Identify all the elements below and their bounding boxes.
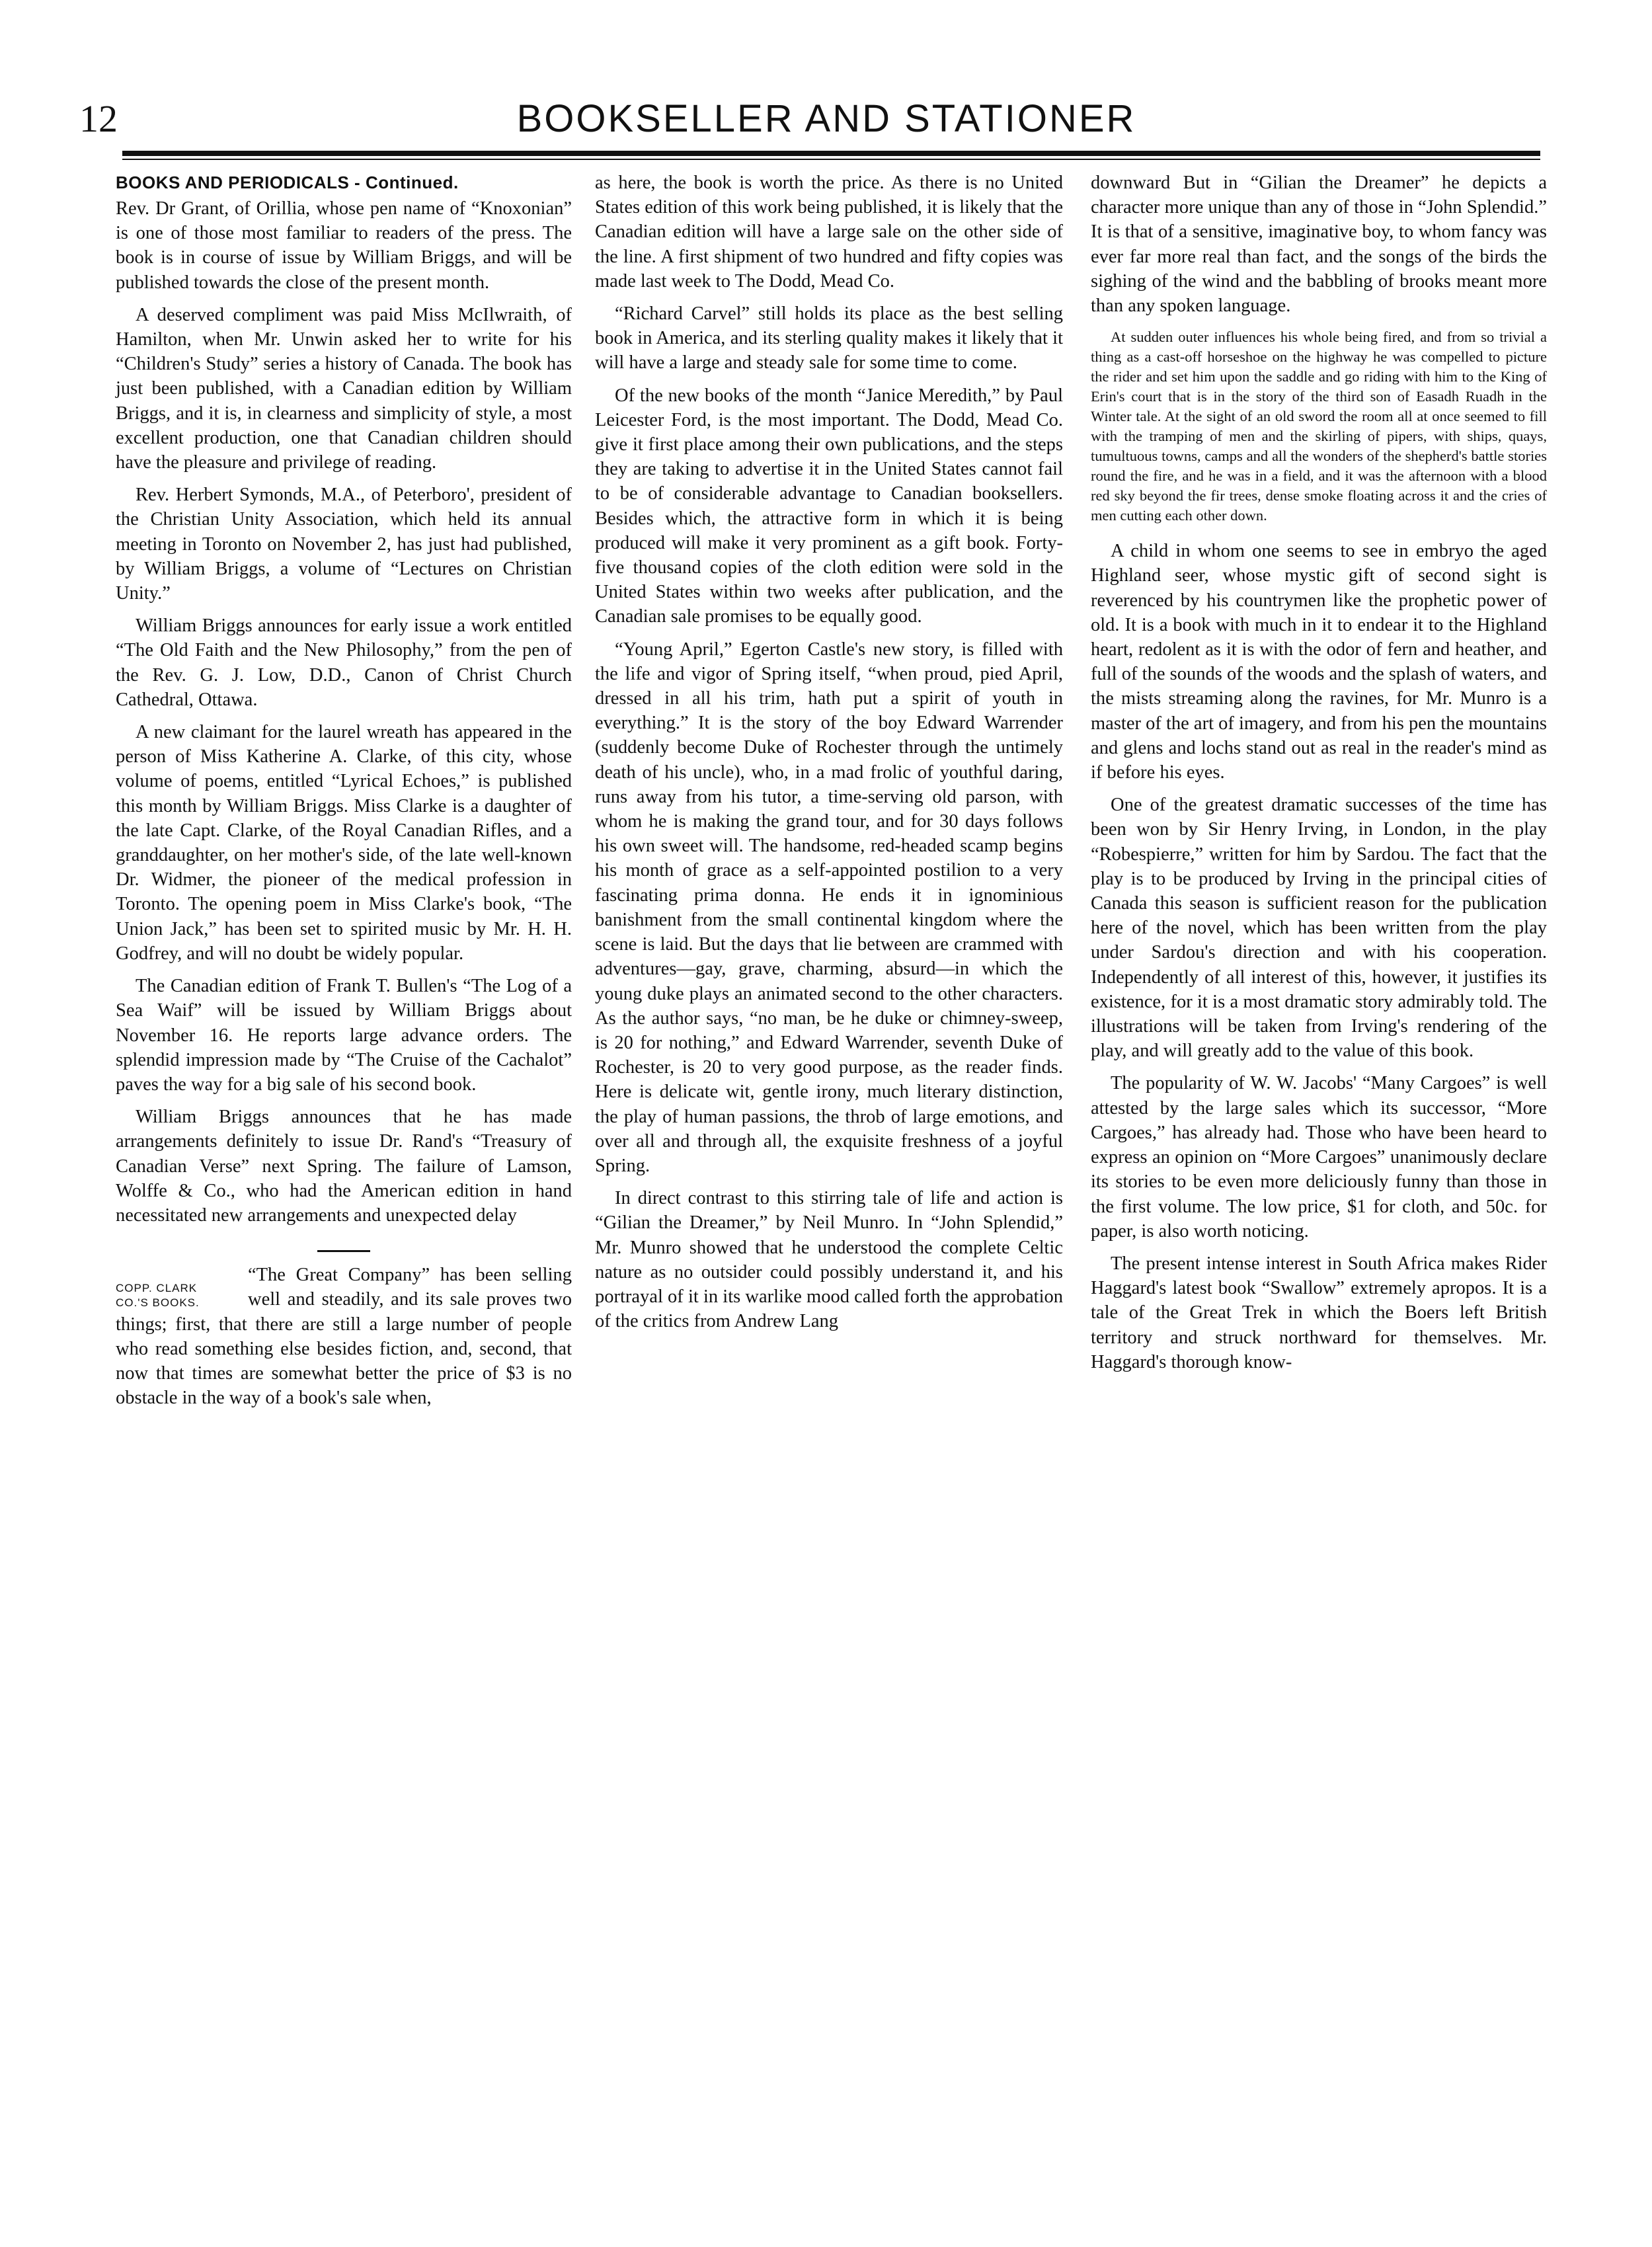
- section-divider: [317, 1250, 370, 1252]
- paragraph: Of the new books of the month “Janice Meredith,” by Paul Leicester Ford, is the most important. The Dodd, Mead Co. give it first place among their own publications, and the steps they are taking to advertise it in the United States cannot fail to be of considerable advantage to Canadian booksellers. Besides which, the attractive form in which it is being produced will make it very prominent as a gift book. Forty-five thousand copies of the cloth edition were sold in the United States within two weeks after publication, and the Canadian sale promises to be equally good.: [595, 385, 1063, 627]
- column-3: [1091, 171, 1547, 1382]
- side-note-line: COPP. CLARK: [116, 1282, 198, 1295]
- paragraph: William Briggs announces that he has made arrangements definitely to issue Dr. Rand's “Treasury of Canadian Verse” next Spring. The failure of Lamson, Wolffe & Co., who had the American edition in hand necessitated new arrangements and unexpected delay: [116, 1107, 572, 1226]
- column-2: [595, 171, 1063, 1341]
- paragraph: William Briggs announces for early issue a work entitled “The Old Faith and the New Philosophy,” from the pen of the Rev. G. J. Low, D.D., Canon of Christ Church Cathedral, Ottawa.: [116, 615, 572, 710]
- side-note-line: CO.'S BOOKS.: [116, 1296, 200, 1310]
- paragraph: A deserved compliment was paid Miss McIlwraith, of Hamilton, when Mr. Unwin asked her to write for his “Children's Study” series a history of Canada. The book has just been published, with a Canadian edition by William Briggs, and it is, in clearness and simplicity of style, a most excellent production, one that Canadian children should have the pleasure and privilege of reading.: [116, 304, 572, 473]
- header-rule-thick: [122, 151, 1540, 156]
- paragraph: A child in whom one seems to see in embryo the aged Highland seer, whose mystic gift of second sight is reverenced by his countrymen like the prophetic power of old. It is a book with much in it to endear it to the Highland heart, redolent as it is with the odor of fern and heather, and full of the sounds of the woods and the splash of waters, and the mists streaming along the ravines, for Mr. Munro is a master of the art of imagery, and from his pen the mountains and glens and lochs stand out as real in the reader's mind as if before his eyes.: [1091, 541, 1547, 783]
- paragraph: Rev. Dr Grant, of Orillia, whose pen name of “Knoxonian” is one of those most familiar to readers of the press. The book is in course of issue by William Briggs, and will be published towards the close of the present month.: [116, 198, 572, 293]
- paragraph: “Richard Carvel” still holds its place as the best selling book in America, and its sterling quality makes it likely that it will have a large and steady sale for some time to come.: [595, 303, 1063, 374]
- page-number: 12: [79, 97, 118, 140]
- running-head-title: BOOKSELLER AND STATIONER: [516, 97, 1136, 140]
- section-heading: BOOKS AND PERIODICALS - Continued.: [116, 173, 459, 192]
- paragraph: “The Great Company” has been selling well and steadily, and its sale proves two things; first, that there are still a large number of people who read something else besides fiction, and, second, that now that times are somewhat better the price of $3 is no obstacle in the way of a book's sale when,: [116, 1265, 572, 1409]
- paragraph: downward But in “Gilian the Dreamer” he depicts a character more unique than any of those in “John Splendid.” It is that of a sensitive, imaginative boy, to whom fancy was ever far more real than fact, and the songs of the birds the sighing of the wind and the babbling of brooks meant more than any spoken language.: [1091, 173, 1547, 317]
- paragraph: The popularity of W. W. Jacobs' “Many Cargoes” is well attested by the large sales which its successor, “More Cargoes,” has already had. Those who have been heard to express an opinion on “More Cargoes” unanimously declare its stories to be even more deliciously funny than those in the first volume. The low price, $1 for cloth, and 50c. for paper, is also worth noticing.: [1091, 1073, 1547, 1242]
- paragraph: The present intense interest in South Africa makes Rider Haggard's latest book “Swallow” extremely apropos. It is a tale of the Great Trek in which the Boers left British territory and struck northward for themselves. Mr. Haggard's thorough know-: [1091, 1253, 1547, 1372]
- paragraph: One of the greatest dramatic successes of the time has been won by Sir Henry Irving, in London, in the play “Robespierre,” written for him by Sardou. The fact that the play is to be produced by Irving in the principal cities of Canada this season is sufficient reason for the publication here of the novel, which has been written from the play under Sardou's direction and with his cooperation. Independently of all interest of this, however, it justifies its existence, for it is a most dramatic story admirably told. The illustrations will be taken from Irving's rendering of the play, and will greatly add to the value of this book.: [1091, 795, 1547, 1062]
- paragraph: In direct contrast to this stirring tale of life and action is “Gilian the Dreamer,” by Neil Munro. In “John Splendid,” Mr. Munro showed that he understood the complete Celtic nature as no outsider could possibly understand it, and his portrayal of it in its warlike mood called forth the approbation of the critics from Andrew Lang: [595, 1188, 1063, 1332]
- paragraph: Rev. Herbert Symonds, M.A., of Peterboro', president of the Christian Unity Association, which held its annual meeting in Toronto on November 2, has just had published, by William Briggs, a volume of “Lectures on Christian Unity.”: [116, 485, 572, 604]
- side-note: [116, 1281, 241, 1310]
- paragraph: “Young April,” Egerton Castle's new story, is filled with the life and vigor of Spring itself, “when proud, pied April, dressed in all his trim, hath put a spirit of youth in everything.” It is the story of the boy Edward Warrender (suddenly become Duke of Rochester through the untimely death of his uncle), who, in a mad frolic of youthful daring, runs away from his tutor, a time-serving old parson, with whom he is making the grand tour, and for 30 days follows his own sweet will. The handsome, red-headed scamp begins his month of grace as a self-appointed postilion to a very fascinating prima donna. He ends it in ignominious banishment from the small continental kingdom where the scene is laid. But the days that lie between are crammed with adventures—gay, grave, charming, absurd—in which the young duke plays an animated second to the other characters. As the author says, “no man, be he duke or chimney-sweep, is 20 for nothing,” and Edward Warrender, seventh Duke of Rochester, is 20 to very good purpose, as the reader finds. Here is delicate wit, gentle irony, much literary distinction, the play of human passions, the throb of large emotions, and over all and through all, the exquisite freshness of a joyful Spring.: [595, 639, 1063, 1176]
- column-1: [116, 171, 572, 1418]
- block-quote: At sudden outer influences his whole being fired, and from so trivial a thing as a cast-off horseshoe on the highway he was compelled to picture the rider and set him upon the saddle and go riding with him to the King of Erin's court that is in the story of the third son of Easadh Ruadh in the Winter tale. At the sight of an old sword the room all at once seemed to fill with the tramping of men and the skirling of pipers, with ships, quays, tumultuous towns, camps and all the wonders of the shepherd's battle stories round the fire, and he was in a field, and it was the afternoon with a blood red sky beyond the fir trees, dense smoke floating across it and the cries of men cutting each other down.: [1091, 329, 1547, 524]
- paragraph: as here, the book is worth the price. As there is no United States edition of this work being published, it is likely that the Canadian edition will have a large sale on the other side of the line. A first shipment of two hundred and fifty copies was made last week to The Dodd, Mead Co.: [595, 173, 1063, 292]
- paragraph: The Canadian edition of Frank T. Bullen's “The Log of a Sea Waif” will be issued by William Briggs about November 16. He reports large advance orders. The splendid impression made by “The Cruise of the Cachalot” paves the way for a big sale of his second book.: [116, 976, 572, 1095]
- paragraph: A new claimant for the laurel wreath has appeared in the person of Miss Katherine A. Clarke, of this city, whose volume of poems, entitled “Lyrical Echoes,” is published this month by William Briggs. Miss Clarke is a daughter of the late Capt. Clarke, of the Royal Canadian Rifles, and a granddaughter, on her mother's side, of the late well-known Dr. Widmer, the pioneer of the medical profession in Toronto. The opening poem in Miss Clarke's book, “The Union Jack,” has been set to spirited music by Mr. H. H. Godfrey, and will no doubt be widely popular.: [116, 722, 572, 964]
- header-rule-thin: [122, 159, 1540, 160]
